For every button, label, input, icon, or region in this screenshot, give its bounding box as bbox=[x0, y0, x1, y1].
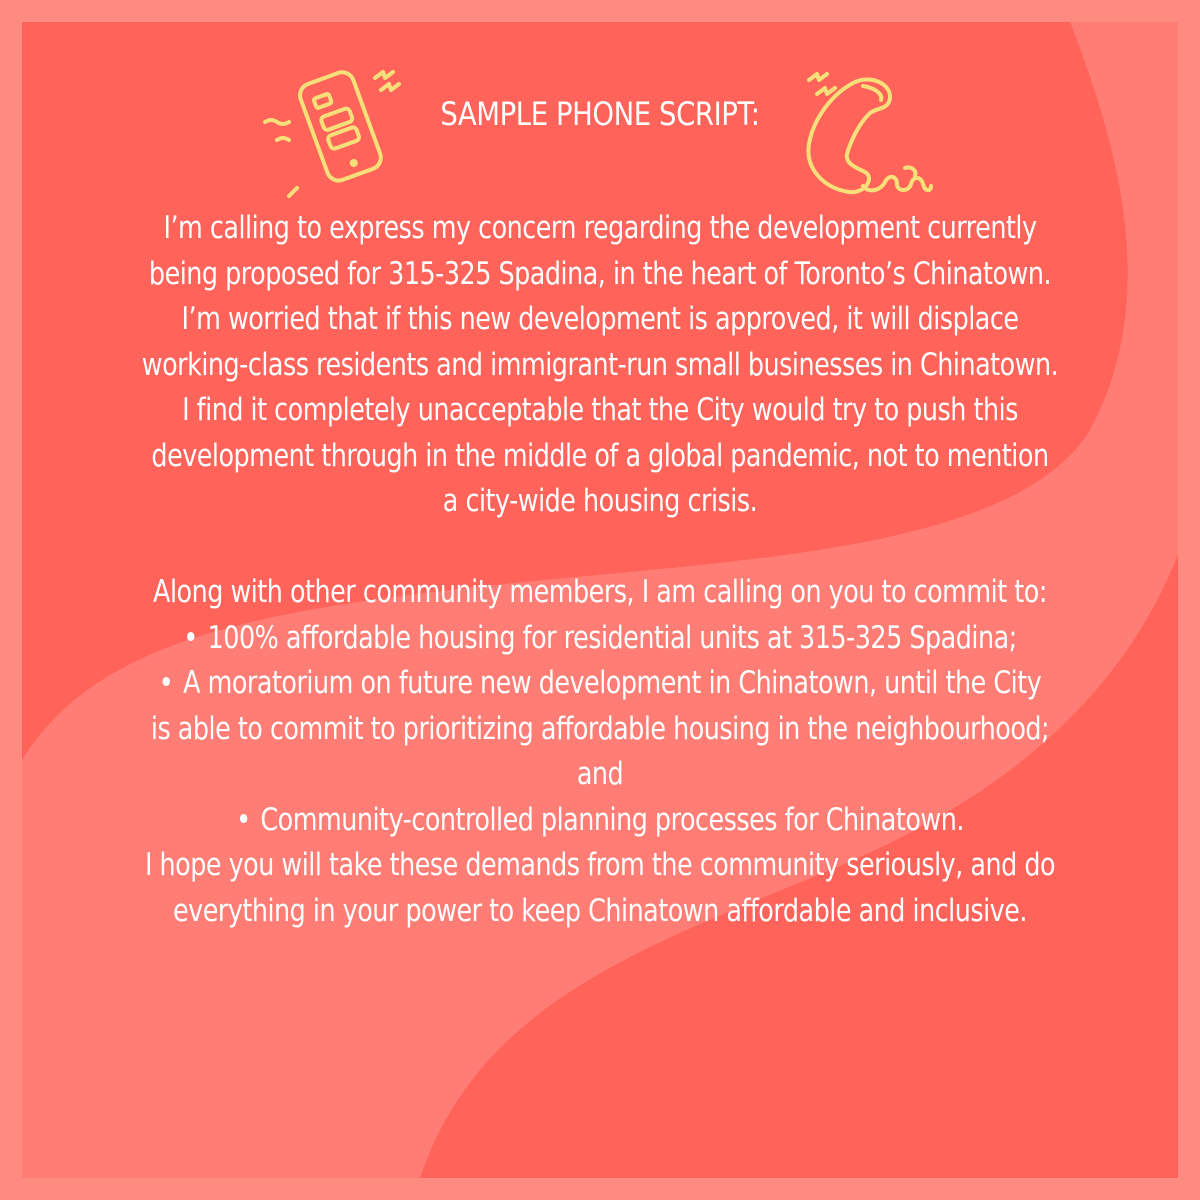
bullet-continuation: is able to commit to prioritizing affordable housing in the neighbourhood; bbox=[150, 710, 1050, 747]
paragraph-line: being proposed for 315-325 Spadina, in the heart of Toronto’s Chinatown. bbox=[148, 255, 1052, 292]
closing-line: everything in your power to keep Chinatown affordable and inclusive. bbox=[173, 892, 1027, 929]
bullet-marker: • bbox=[158, 665, 174, 701]
demands-intro: Along with other community members, I am calling on you to commit to: bbox=[153, 574, 1047, 610]
bullet-text: Community-controlled planning processes for Chinatown. bbox=[260, 801, 964, 838]
bullet-marker: • bbox=[236, 801, 251, 838]
paragraph-line: I find it completely unacceptable that the City would try to push this bbox=[182, 392, 1018, 428]
script-body bbox=[133, 206, 1068, 934]
closing-line: I hope you will take these demands from the community seriously, and do bbox=[144, 847, 1056, 883]
bullet-item bbox=[133, 616, 1068, 662]
bullet-marker: • bbox=[183, 619, 198, 656]
bullet-item bbox=[133, 661, 1068, 707]
bullet-item bbox=[133, 798, 1068, 844]
page-title: SAMPLE PHONE SCRIPT: bbox=[440, 95, 760, 133]
paragraph-line: working-class residents and immigrant-run small businesses in Chinatown. bbox=[141, 346, 1059, 383]
paragraph-line: development through in the middle of a global pandemic, not to mention bbox=[151, 437, 1049, 474]
paragraph-line: I’m calling to express my concern regarding the development currently bbox=[163, 210, 1037, 246]
script-content bbox=[30, 0, 1170, 1200]
bullet-continuation: and bbox=[576, 756, 624, 792]
paragraph-gap bbox=[133, 525, 1068, 571]
paragraph-line: I’m worried that if this new development is approved, it will displace bbox=[181, 301, 1019, 337]
bullet-text: A moratorium on future new development in Chinatown, until the City bbox=[183, 665, 1042, 701]
paragraph-line: a city-wide housing crisis. bbox=[442, 483, 758, 519]
bullet-text: 100% affordable housing for residential units at 315-325 Spadina; bbox=[207, 619, 1017, 656]
